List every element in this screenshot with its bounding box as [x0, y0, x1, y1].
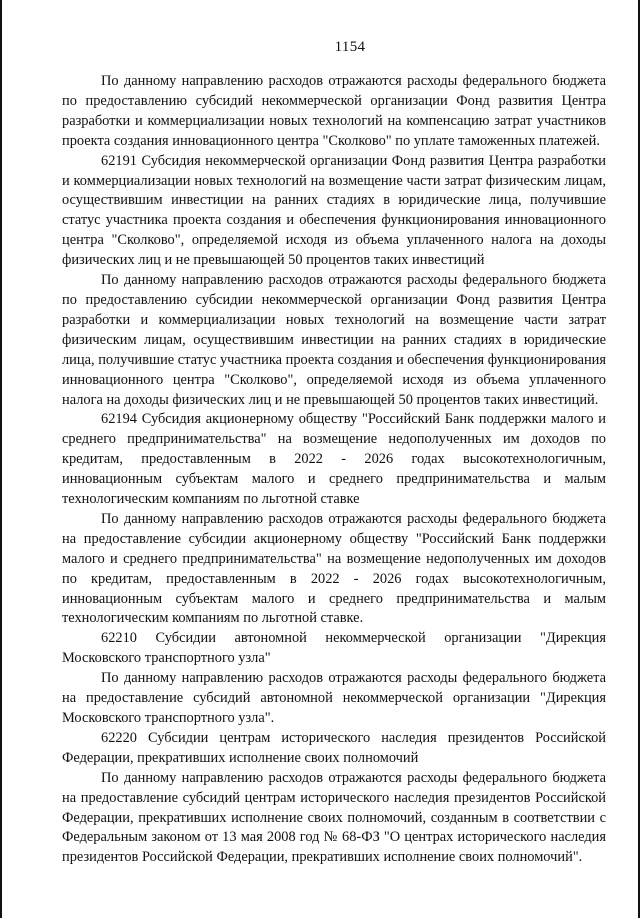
- page-number: 1154: [334, 39, 366, 55]
- paragraph-62191-description: По данному направлению расходов отражаются расходы федерального бюджета по предоставлению субсидии некоммерческой организации Фонд развития Центра разработки и коммерциализации новых технологий на возмещение части затрат физическим лицам, осуществившим инвестиции на ранних стадиях в юридические лица, получившие статус участника проекта создания и обеспечения функционирования инновационного центра "Сколково", определяемой исходя из объема уплаченного налога на доходы физических лиц и не превышающей 50 процентов таких инвестиций.: [62, 272, 606, 408]
- document-body: [62, 72, 606, 868]
- paragraph-62194-title: 62194 Субсидия акционерному обществу "Российский Банк поддержки малого и среднего предпринимательства" на возмещение недополученных им доходов по кредитам, предоставленным в 2022 - 2026 годах высокотехнологичным, инновационным субъектам малого и среднего предпринимательства и малым технологическим компаниям по льготной ставке: [62, 411, 606, 508]
- paragraph-62220-description: По данному направлению расходов отражаются расходы федерального бюджета на предоставление субсидий центрам исторического наследия президентов Российской Федерации, прекративших исполнение своих полномочий, созданным в соответствии с Федеральным законом от 13 мая 2008 год № 68-ФЗ "О центрах исторического наследия президентов Российской Федерации, прекративших исполнение своих полномочий".: [62, 769, 606, 866]
- paragraph-62210-description: По данному направлению расходов отражаются расходы федерального бюджета на предоставление субсидий автономной некоммерческой организации "Дирекция Московского транспортного узла".: [62, 670, 606, 726]
- paragraph-skolkovo-customs-expenses: По данному направлению расходов отражаются расходы федерального бюджета по предоставлению субсидий некоммерческой организации Фонд развития Центра разработки и коммерциализации новых технологий на компенсацию затрат участников проекта создания инновационного центра "Сколково" по уплате таможенных платежей.: [62, 73, 606, 149]
- paragraph-62220-title: 62220 Субсидии центрам исторического наследия президентов Российской Федерации, прекративших исполнение своих полномочий: [62, 729, 606, 766]
- page-frame-left: [0, 0, 2, 918]
- paragraph-62194-description: По данному направлению расходов отражаются расходы федерального бюджета на предоставление субсидии акционерному обществу "Российский Банк поддержки малого и среднего предпринимательства" на возмещение недополученных им доходов по кредитам, предоставленным в 2022 - 2026 годах высокотехнологичным, инновационным субъектам малого и среднего предпринимательства и малым технологическим компаниям по льготной ставке.: [62, 510, 606, 627]
- paragraph-62210-title: 62210 Субсидии автономной некоммерческой организации "Дирекция Московского транспортного узла": [62, 630, 606, 667]
- paragraph-62191-title: 62191 Субсидия некоммерческой организации Фонд развития Центра разработки и коммерциализации новых технологий на возмещение части затрат физическим лицам, осуществившим инвестиции на ранних стадиях в юридические лица, получившие статус участника проекта создания и обеспечения функционирования инновационного центра "Сколково", определяемой исходя из объема уплаченного налога на доходы физических лиц и не превышающей 50 процентов таких инвестиций: [62, 152, 606, 269]
